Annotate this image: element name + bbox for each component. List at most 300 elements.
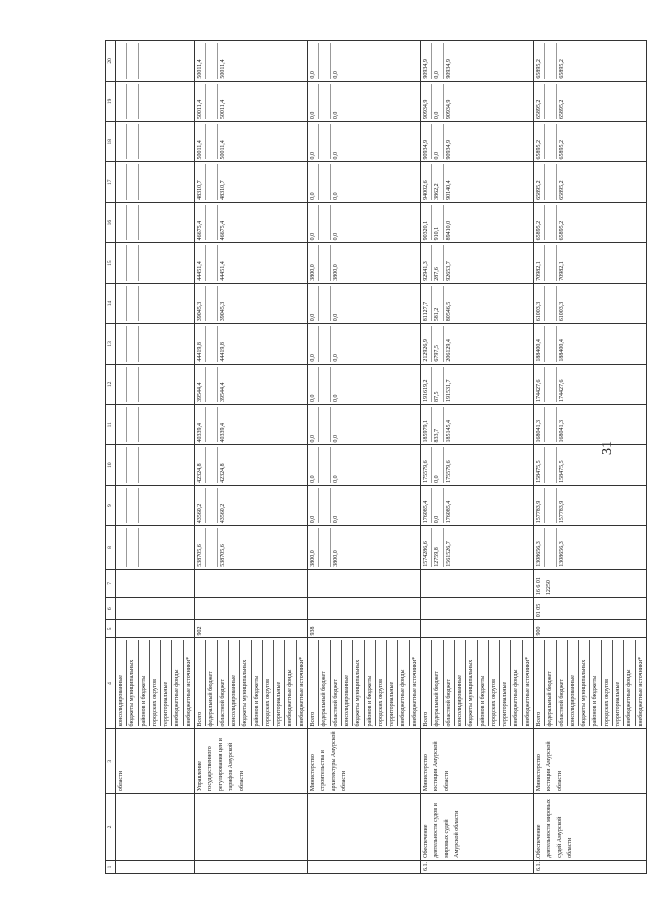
amount-value: 0,0 bbox=[332, 232, 339, 241]
amount-value bbox=[139, 447, 149, 482]
header-cell: 6 bbox=[106, 598, 116, 620]
cell-amounts bbox=[533, 324, 646, 364]
amount-value: 206129,4 bbox=[445, 339, 452, 362]
amount-value bbox=[319, 447, 330, 482]
amount-value: 65895,2 bbox=[558, 140, 565, 160]
amount-value: 65895,2 bbox=[534, 43, 545, 79]
amount-value: 65895,2 bbox=[534, 165, 545, 200]
amount-value: 0,0 bbox=[308, 367, 319, 402]
source-label: внебюджетные фонды bbox=[172, 640, 183, 726]
amount-value: 0,0 bbox=[308, 326, 319, 361]
cell-c2: Обеспечение деятельности судов и мировых судей Амурской области bbox=[421, 794, 534, 861]
amount-value bbox=[116, 245, 127, 280]
amount-value bbox=[127, 205, 138, 240]
cell-c3: Министерство юстиции Амурской области bbox=[533, 729, 646, 794]
cell-amounts bbox=[308, 202, 421, 242]
source-label: районов и бюджеты bbox=[590, 640, 601, 726]
amount-value bbox=[319, 245, 330, 280]
amount-value: 191619,2 bbox=[421, 367, 432, 402]
amount-value bbox=[319, 124, 330, 159]
amount-value: 0,0 bbox=[332, 515, 339, 524]
amount-value bbox=[127, 367, 138, 402]
source-label: районов и бюджеты bbox=[252, 640, 263, 726]
amount-value bbox=[206, 326, 217, 361]
source-label: Всего bbox=[534, 640, 545, 726]
amount-value: 3800,0 bbox=[332, 264, 339, 281]
source-label: городских округов bbox=[263, 640, 274, 726]
header-cell: 11 bbox=[106, 405, 116, 445]
amount-value: 175579,6 bbox=[445, 460, 452, 483]
cell-amounts bbox=[195, 324, 308, 364]
amount-value: 48310,7 bbox=[219, 180, 226, 200]
amount-value bbox=[139, 488, 149, 523]
cell-c6 bbox=[195, 598, 308, 620]
amount-value bbox=[116, 84, 127, 119]
amount-value bbox=[116, 43, 127, 79]
amount-value bbox=[127, 286, 138, 321]
amount-value bbox=[127, 326, 138, 361]
amount-value bbox=[139, 528, 149, 566]
source-label: территориальные bbox=[274, 640, 285, 726]
header-cell: 10 bbox=[106, 445, 116, 485]
amount-value bbox=[139, 165, 149, 200]
amount-value: 92941,3 bbox=[421, 245, 432, 280]
cell-amounts bbox=[533, 526, 646, 569]
cell-amounts bbox=[308, 485, 421, 525]
amount-value: 90934,9 bbox=[445, 59, 452, 79]
source-label: районов и бюджеты bbox=[478, 640, 489, 726]
cell-amounts bbox=[308, 41, 421, 82]
amount-value bbox=[206, 205, 217, 240]
source-label: бюджеты муниципальных bbox=[579, 640, 590, 726]
source-label: внебюджетные фонды bbox=[285, 640, 296, 726]
amount-value: 833,7 bbox=[432, 407, 443, 442]
amount-value: 185145,4 bbox=[445, 419, 452, 443]
amount-value: 3800,0 bbox=[332, 550, 339, 567]
amount-value: 910,1 bbox=[432, 205, 443, 240]
cell-amounts bbox=[116, 405, 195, 445]
cell-amounts bbox=[533, 81, 646, 121]
source-label: Всего bbox=[195, 640, 206, 726]
amount-value: 50011,4 bbox=[219, 99, 226, 120]
amount-value: 168041,3 bbox=[534, 407, 545, 442]
cell-source-list bbox=[308, 638, 421, 729]
cell-amounts bbox=[421, 526, 534, 569]
amount-value bbox=[206, 447, 217, 482]
amount-value: 48310,7 bbox=[195, 165, 206, 200]
amount-value bbox=[116, 367, 127, 402]
amount-value: 168041,3 bbox=[558, 419, 565, 443]
budget-table bbox=[105, 40, 647, 874]
cell-amounts bbox=[533, 445, 646, 485]
cell-amounts bbox=[421, 324, 534, 364]
cell-amounts bbox=[116, 202, 195, 242]
amount-value bbox=[139, 286, 149, 321]
table-row bbox=[533, 41, 646, 874]
source-label: областной бюджет bbox=[331, 640, 342, 726]
cell-c5 bbox=[116, 620, 195, 638]
cell-c1 bbox=[195, 860, 308, 873]
cell-amounts bbox=[308, 526, 421, 569]
cell-amounts bbox=[195, 364, 308, 404]
amount-value: 39544,4 bbox=[195, 367, 206, 402]
cell-amounts bbox=[116, 243, 195, 283]
cell-amounts bbox=[116, 41, 195, 82]
header-cell: 13 bbox=[106, 324, 116, 364]
page-number: 31 bbox=[600, 441, 615, 455]
source-label: внебюджетные фонды bbox=[624, 640, 635, 726]
amount-value bbox=[545, 205, 556, 240]
amount-value bbox=[545, 286, 556, 321]
amount-value: 50011,4 bbox=[195, 84, 206, 119]
cell-amounts bbox=[195, 485, 308, 525]
header-cell: 17 bbox=[106, 162, 116, 202]
amount-value: 3862,2 bbox=[432, 165, 443, 200]
cell-c1 bbox=[116, 860, 195, 873]
amount-value bbox=[127, 528, 138, 566]
table-row bbox=[308, 41, 421, 874]
table-body bbox=[106, 41, 647, 874]
amount-value: 50011,4 bbox=[219, 140, 226, 160]
source-label: территориальные bbox=[161, 640, 172, 726]
cell-amounts bbox=[308, 405, 421, 445]
cell-c3: Министерство юстиции Амурской области bbox=[421, 729, 534, 794]
amount-value: 1574286,6 bbox=[421, 528, 432, 566]
cell-amounts bbox=[195, 202, 308, 242]
source-label: бюджеты муниципальных bbox=[353, 640, 364, 726]
amount-value bbox=[545, 124, 556, 159]
amount-value: 70982,1 bbox=[534, 245, 545, 280]
amount-value bbox=[127, 124, 138, 159]
amount-value bbox=[545, 367, 556, 402]
amount-value bbox=[319, 528, 330, 566]
cell-amounts bbox=[195, 405, 308, 445]
amount-value bbox=[545, 528, 556, 566]
amount-value: 46675,4 bbox=[219, 220, 226, 241]
header-cell: 20 bbox=[106, 41, 116, 82]
amount-value: 158475,5 bbox=[534, 447, 545, 482]
source-label: консолидированные bbox=[229, 640, 240, 726]
header-cell: 15 bbox=[106, 243, 116, 283]
cell-amounts bbox=[116, 283, 195, 323]
header-cell: 12 bbox=[106, 364, 116, 404]
amount-value: 188400,4 bbox=[534, 326, 545, 361]
amount-value: 39045,3 bbox=[195, 286, 206, 321]
header-cell: 5 bbox=[106, 620, 116, 638]
source-label: внебюджетные источники* bbox=[637, 656, 644, 727]
amount-value bbox=[319, 165, 330, 200]
amount-value: 0,0 bbox=[432, 84, 443, 119]
source-label: бюджеты муниципальных bbox=[240, 640, 251, 726]
amount-value bbox=[206, 43, 217, 79]
amount-value bbox=[139, 43, 149, 79]
table-row bbox=[421, 41, 534, 874]
source-label: городских округов bbox=[150, 640, 161, 726]
amount-value bbox=[319, 326, 330, 361]
cell-amounts bbox=[533, 405, 646, 445]
amount-value: 42324,8 bbox=[195, 447, 206, 482]
header-cell: 7 bbox=[106, 569, 116, 597]
amount-value bbox=[139, 124, 149, 159]
cell-amounts bbox=[421, 81, 534, 121]
amount-value: 0,0 bbox=[308, 165, 319, 200]
cell-c5: 938 bbox=[308, 620, 421, 638]
amount-value: 0,0 bbox=[332, 475, 339, 483]
amount-value: 44451,4 bbox=[219, 261, 226, 281]
amount-value: 0,0 bbox=[332, 354, 339, 362]
amount-value: 90934,9 bbox=[421, 43, 432, 79]
amount-value: 0,0 bbox=[432, 488, 443, 523]
cell-amounts bbox=[533, 283, 646, 323]
amount-value: 40339,4 bbox=[195, 407, 206, 442]
amount-value: 89410,0 bbox=[445, 220, 452, 241]
cell-amounts bbox=[421, 41, 534, 82]
cell-source-list bbox=[195, 638, 308, 729]
source-label: консолидированные bbox=[455, 640, 466, 726]
amount-value bbox=[545, 407, 556, 442]
amount-value: 90934,9 bbox=[445, 99, 452, 120]
amount-value bbox=[116, 205, 127, 240]
source-label: внебюджетные источники* bbox=[185, 656, 192, 727]
amount-value: 0,0 bbox=[308, 286, 319, 321]
amount-value: 12759,8 bbox=[432, 528, 443, 566]
source-label: внебюджетные источники* bbox=[524, 656, 531, 727]
amount-value: 81127,7 bbox=[421, 286, 432, 321]
amount-value: 65895,2 bbox=[534, 205, 545, 240]
amount-value bbox=[116, 407, 127, 442]
amount-value bbox=[116, 124, 127, 159]
amount-value: 6797,5 bbox=[432, 326, 443, 361]
amount-value bbox=[319, 205, 330, 240]
cell-amounts bbox=[116, 364, 195, 404]
cell-amounts bbox=[421, 405, 534, 445]
amount-value bbox=[319, 407, 330, 442]
amount-value: 90934,9 bbox=[445, 140, 452, 160]
amount-value: 212926,9 bbox=[421, 326, 432, 361]
cell-amounts bbox=[308, 445, 421, 485]
amount-value bbox=[127, 245, 138, 280]
amount-value bbox=[319, 286, 330, 321]
cell-amounts bbox=[195, 243, 308, 283]
cell-c2: Обеспечение деятельности мировых судей Амурской области bbox=[533, 794, 646, 861]
amount-value: 90140,4 bbox=[445, 180, 452, 200]
amount-value bbox=[116, 286, 127, 321]
cell-amounts bbox=[308, 243, 421, 283]
cell-source-list bbox=[421, 638, 534, 729]
amount-value: 174427,6 bbox=[558, 379, 565, 403]
source-label: районов и бюджеты bbox=[139, 640, 150, 726]
amount-value: 0,0 bbox=[308, 124, 319, 159]
rotated-sheet bbox=[105, 40, 644, 874]
source-label: консолидированные bbox=[116, 640, 127, 726]
amount-value: 42324,8 bbox=[219, 463, 226, 483]
amount-value bbox=[206, 286, 217, 321]
source-label: Всего bbox=[308, 640, 319, 726]
amount-value bbox=[116, 326, 127, 361]
table-row bbox=[116, 41, 195, 874]
cell-c6 bbox=[421, 598, 534, 620]
amount-value bbox=[127, 447, 138, 482]
amount-value bbox=[206, 488, 217, 523]
cell-amounts bbox=[308, 122, 421, 162]
cell-c5: 900 bbox=[533, 620, 646, 638]
cell-amounts bbox=[421, 122, 534, 162]
amount-value: 538705,6 bbox=[219, 544, 226, 567]
cell-c3: Управление государственного регулирования цен и тарифов Амурской области bbox=[195, 729, 308, 794]
amount-value: 3800,0 bbox=[308, 245, 319, 280]
cell-amounts bbox=[308, 283, 421, 323]
source-label: областной бюджет bbox=[557, 640, 568, 726]
amount-value: 65895,2 bbox=[558, 180, 565, 200]
amount-value bbox=[139, 326, 149, 361]
amount-value: 80546,5 bbox=[445, 301, 452, 322]
table-container bbox=[105, 40, 644, 874]
amount-value: 174427,6 bbox=[534, 367, 545, 402]
amount-value bbox=[139, 245, 149, 280]
amount-value: 39045,3 bbox=[219, 301, 226, 322]
cell-c7: 16 6 01 12250 bbox=[533, 569, 646, 597]
cell-amounts bbox=[195, 445, 308, 485]
amount-value: 581,2 bbox=[432, 286, 443, 321]
amount-value: 61003,3 bbox=[558, 301, 565, 322]
amount-value bbox=[116, 165, 127, 200]
cell-c2 bbox=[195, 794, 308, 861]
cell-amounts bbox=[308, 81, 421, 121]
amount-value: 0,0 bbox=[432, 124, 443, 159]
amount-value: 0,0 bbox=[308, 84, 319, 119]
source-label: городских округов bbox=[376, 640, 387, 726]
source-label: консолидированные bbox=[342, 640, 353, 726]
cell-amounts bbox=[533, 243, 646, 283]
amount-value: 3800,0 bbox=[308, 528, 319, 566]
source-label: областной бюджет bbox=[444, 640, 455, 726]
cell-c3: Министерство строительства и архитектуры Амурской области bbox=[308, 729, 421, 794]
amount-value bbox=[545, 165, 556, 200]
cell-amounts bbox=[195, 41, 308, 82]
header-cell: 2 bbox=[106, 794, 116, 861]
amount-value: 94002,6 bbox=[421, 165, 432, 200]
amount-value bbox=[206, 528, 217, 566]
amount-value bbox=[139, 407, 149, 442]
cell-amounts bbox=[533, 162, 646, 202]
header-cell: 16 bbox=[106, 202, 116, 242]
cell-amounts bbox=[421, 162, 534, 202]
amount-value: 191531,7 bbox=[445, 379, 452, 403]
amount-value: 70982,1 bbox=[558, 261, 565, 281]
header-row bbox=[106, 41, 116, 874]
source-label: федеральный бюджет bbox=[545, 640, 556, 726]
cell-c6: 01 05 bbox=[533, 598, 646, 620]
amount-value bbox=[545, 447, 556, 482]
source-label: внебюджетные источники* bbox=[298, 656, 305, 727]
cell-amounts bbox=[533, 41, 646, 82]
cell-c1: 6.1.1. bbox=[533, 860, 646, 873]
cell-amounts bbox=[116, 81, 195, 121]
amount-value bbox=[319, 488, 330, 523]
amount-value: 0,0 bbox=[308, 447, 319, 482]
amount-value: 65895,2 bbox=[534, 124, 545, 159]
amount-value: 44451,4 bbox=[195, 245, 206, 280]
source-label: территориальные bbox=[613, 640, 624, 726]
amount-value: 65895,2 bbox=[558, 99, 565, 120]
source-label: консолидированные bbox=[568, 640, 579, 726]
amount-value: 287,6 bbox=[432, 245, 443, 280]
cell-amounts bbox=[116, 445, 195, 485]
amount-value: 1308656,3 bbox=[534, 528, 545, 566]
amount-value: 0,0 bbox=[432, 447, 443, 482]
cell-source-list bbox=[116, 638, 195, 729]
source-label: внебюджетные фонды bbox=[511, 640, 522, 726]
cell-c2 bbox=[308, 794, 421, 861]
amount-value: 0,0 bbox=[332, 394, 339, 403]
amount-value: 61003,3 bbox=[534, 286, 545, 321]
amount-value: 40339,4 bbox=[219, 422, 226, 443]
amount-value bbox=[139, 84, 149, 119]
amount-value bbox=[206, 407, 217, 442]
amount-value: 43560,2 bbox=[219, 503, 226, 524]
amount-value: 50011,4 bbox=[219, 59, 226, 79]
source-label: территориальные bbox=[387, 640, 398, 726]
amount-value: 0,0 bbox=[332, 71, 339, 79]
amount-value: 90934,9 bbox=[421, 84, 432, 119]
cell-amounts bbox=[308, 162, 421, 202]
cell-amounts bbox=[116, 526, 195, 569]
amount-value: 0,0 bbox=[332, 111, 339, 120]
amount-value bbox=[127, 165, 138, 200]
cell-c1: 6.1. bbox=[421, 860, 534, 873]
cell-amounts bbox=[308, 364, 421, 404]
amount-value: 90320,1 bbox=[421, 205, 432, 240]
source-label: федеральный бюджет bbox=[432, 640, 443, 726]
amount-value: 176085,4 bbox=[445, 500, 452, 524]
source-label: бюджеты муниципальных bbox=[127, 640, 138, 726]
cell-source-list bbox=[533, 638, 646, 729]
cell-amounts bbox=[308, 324, 421, 364]
cell-amounts bbox=[116, 122, 195, 162]
amount-value bbox=[319, 84, 330, 119]
cell-c6 bbox=[308, 598, 421, 620]
cell-c2 bbox=[116, 794, 195, 861]
amount-value: 0,0 bbox=[332, 192, 339, 200]
amount-value bbox=[206, 245, 217, 280]
cell-amounts bbox=[533, 485, 646, 525]
cell-c7 bbox=[308, 569, 421, 597]
header-cell: 1 bbox=[106, 860, 116, 873]
source-label: районов и бюджеты bbox=[365, 640, 376, 726]
amount-value bbox=[139, 205, 149, 240]
amount-value: 0,0 bbox=[308, 205, 319, 240]
amount-value bbox=[319, 367, 330, 402]
amount-value: 87,5 bbox=[432, 367, 443, 402]
amount-value bbox=[127, 488, 138, 523]
source-label: территориальные bbox=[500, 640, 511, 726]
amount-value bbox=[545, 43, 556, 79]
cell-amounts bbox=[421, 243, 534, 283]
amount-value: 158475,5 bbox=[558, 460, 565, 483]
amount-value: 65895,2 bbox=[558, 59, 565, 79]
cell-amounts bbox=[116, 324, 195, 364]
cell-c6 bbox=[116, 598, 195, 620]
amount-value: 0,0 bbox=[308, 43, 319, 79]
amount-value bbox=[545, 326, 556, 361]
amount-value bbox=[206, 84, 217, 119]
header-cell: 18 bbox=[106, 122, 116, 162]
table-row bbox=[195, 41, 308, 874]
source-label: областной бюджет bbox=[218, 640, 229, 726]
amount-value: 176085,4 bbox=[421, 488, 432, 523]
cell-amounts bbox=[421, 485, 534, 525]
cell-c5: 902 bbox=[195, 620, 308, 638]
